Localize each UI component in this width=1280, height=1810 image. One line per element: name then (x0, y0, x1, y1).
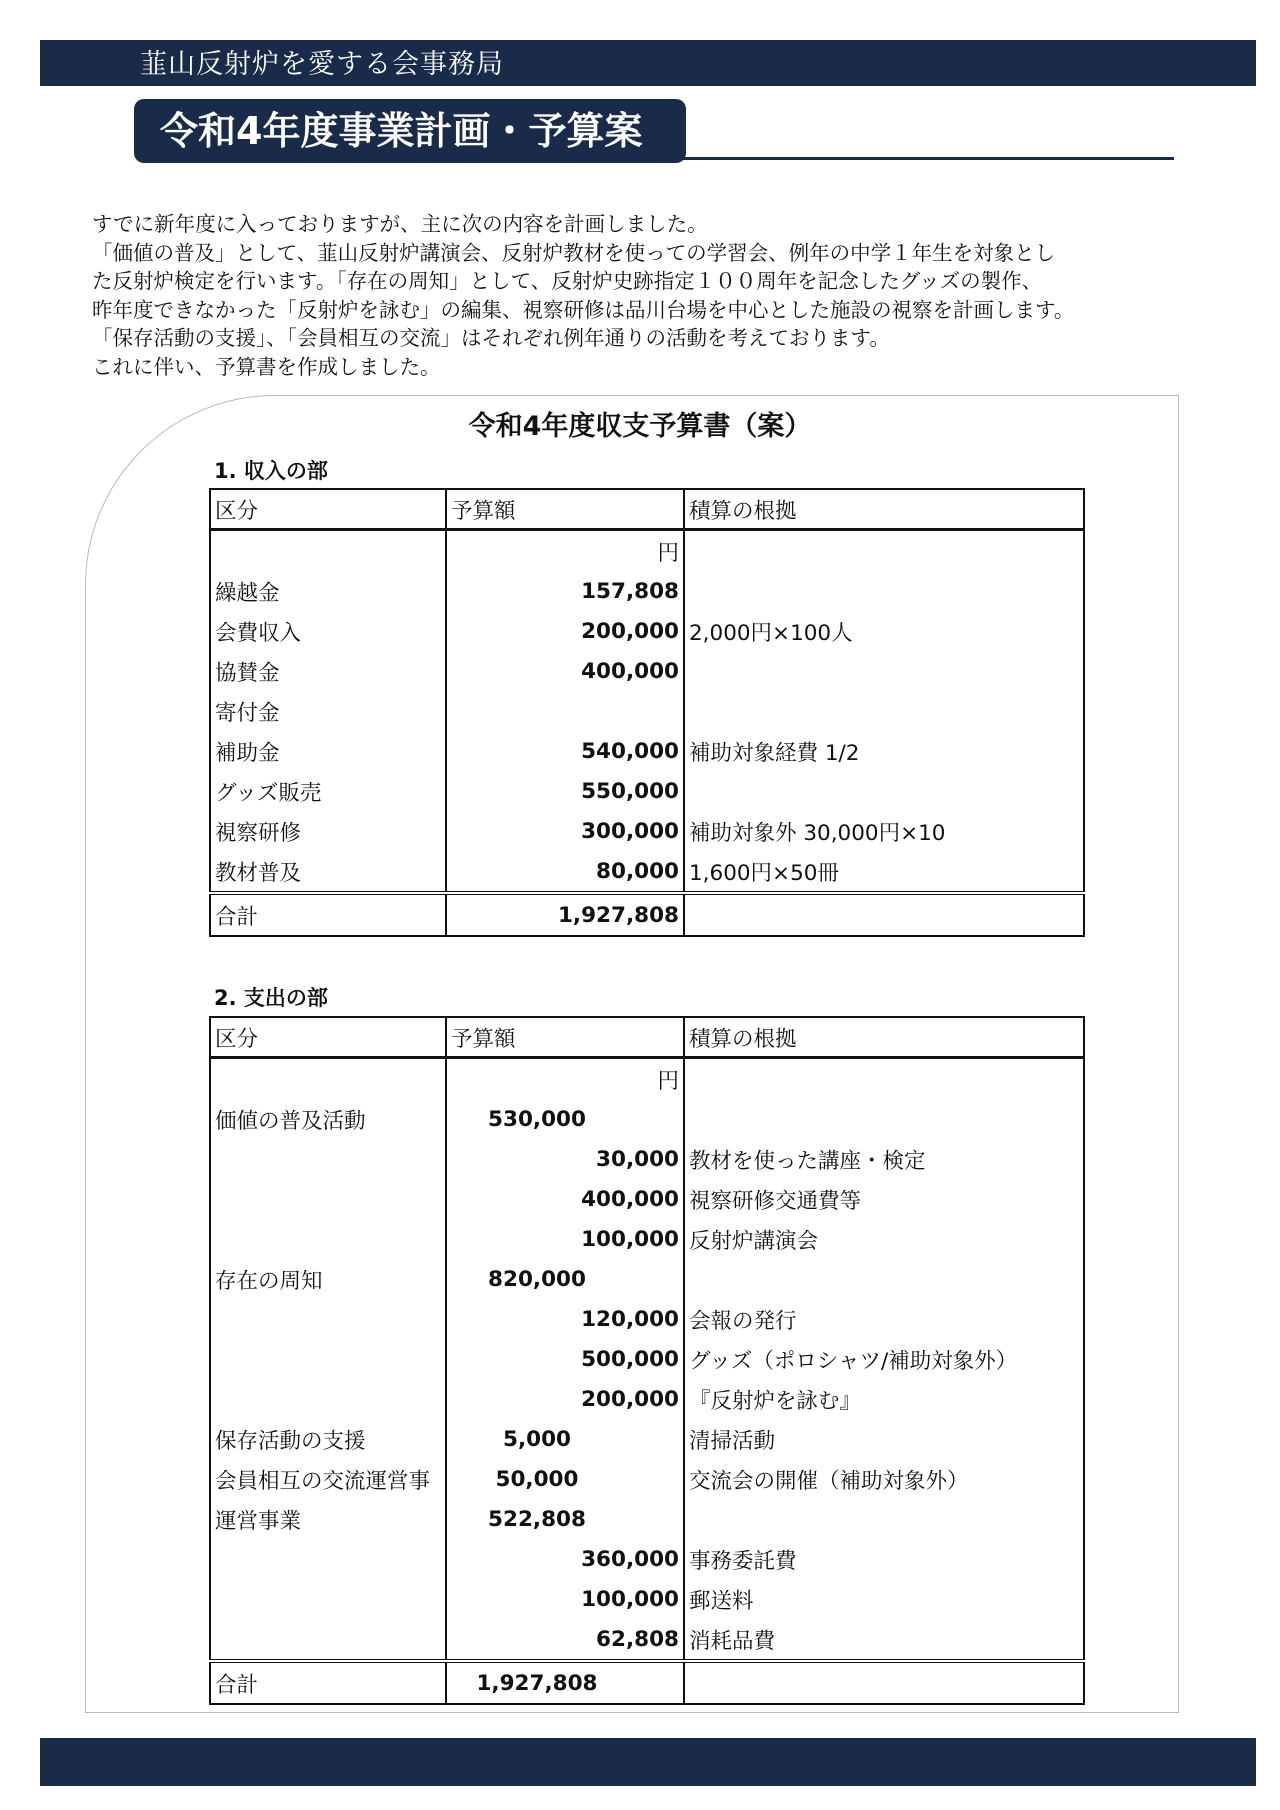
category-cell: 補助金 (210, 731, 446, 771)
table-row (210, 1459, 1084, 1499)
basis-cell: 反射炉講演会 (684, 1219, 1084, 1259)
basis-cell (684, 1499, 1084, 1539)
page-title: 令和4年度事業計画・予算案 (134, 99, 686, 163)
category-cell: グッズ販売 (210, 771, 446, 811)
subtotal-cell: 50,000 (446, 1459, 684, 1499)
amount-cell: 200,000 (446, 611, 684, 651)
column-header-category: 区分 (210, 1017, 446, 1058)
category-cell: 運営事業 (210, 1499, 446, 1539)
basis-cell (684, 691, 1084, 731)
table-row (210, 1619, 1084, 1661)
category-cell (210, 1579, 446, 1619)
category-cell: 教材普及 (210, 851, 446, 893)
table-row (210, 1139, 1084, 1179)
basis-cell: 会報の発行 (684, 1299, 1084, 1339)
amount-cell: 540,000 (446, 731, 684, 771)
amount-cell: 30,000 (446, 1139, 684, 1179)
category-cell: 寄付金 (210, 691, 446, 731)
amount-cell: 300,000 (446, 811, 684, 851)
basis-cell: 交流会の開催（補助対象外） (684, 1459, 1084, 1499)
category-cell (210, 1299, 446, 1339)
subtotal-cell: 530,000 (446, 1099, 684, 1139)
basis-cell (684, 1058, 1084, 1100)
expense-table (209, 1016, 1085, 1705)
table-row (210, 691, 1084, 731)
column-header-amount: 予算額 (446, 1017, 684, 1058)
basis-cell (684, 1259, 1084, 1299)
subtotal-cell: 820,000 (446, 1259, 684, 1299)
basis-cell (684, 1099, 1084, 1139)
expense-section-title: 2. 支出の部 (214, 986, 328, 1010)
column-header-basis: 積算の根拠 (684, 489, 1084, 530)
basis-cell: グッズ（ポロシャツ/補助対象外） (684, 1339, 1084, 1379)
title-underline (682, 157, 1174, 160)
amount-cell (446, 691, 684, 731)
table-row (210, 1259, 1084, 1299)
table-row (210, 1379, 1084, 1419)
basis-cell (684, 571, 1084, 611)
table-row (210, 1339, 1084, 1379)
table-row (210, 771, 1084, 811)
amount-cell: 100,000 (446, 1579, 684, 1619)
column-header-basis: 積算の根拠 (684, 1017, 1084, 1058)
amount-cell: 120,000 (446, 1299, 684, 1339)
budget-title: 令和4年度収支予算書（案） (468, 411, 812, 442)
category-cell (210, 1339, 446, 1379)
basis-cell: 『反射炉を詠む』 (684, 1379, 1084, 1419)
table-header-row (210, 489, 1084, 530)
category-cell (210, 1379, 446, 1419)
intro-line: 「保存活動の支援」、「会員相互の交流」はそれぞれ例年通りの活動を考えております。 (92, 326, 890, 350)
category-cell (210, 1179, 446, 1219)
income-section-title: 1. 収入の部 (214, 459, 328, 483)
table-row (210, 1579, 1084, 1619)
total-label: 合計 (210, 1661, 446, 1704)
basis-cell: 郵送料 (684, 1579, 1084, 1619)
table-row (210, 731, 1084, 771)
table-row (210, 1219, 1084, 1259)
category-cell: 協賛金 (210, 651, 446, 691)
table-row (210, 1099, 1084, 1139)
table-row (210, 651, 1084, 691)
total-label: 合計 (210, 893, 446, 936)
table-header-row (210, 1017, 1084, 1058)
table-row (210, 851, 1084, 893)
category-cell (210, 530, 446, 572)
category-cell (210, 1219, 446, 1259)
amount-cell: 80,000 (446, 851, 684, 893)
total-row (210, 1661, 1084, 1704)
subtotal-cell: 522,808 (446, 1499, 684, 1539)
intro-line: 昨年度できなかった「反射炉を詠む」の編集、視察研修は品川台場を中心とした施設の視察を計画します。 (92, 297, 1075, 322)
category-cell: 繰越金 (210, 571, 446, 611)
category-cell: 視察研修 (210, 811, 446, 851)
table-row (210, 1419, 1084, 1459)
unit-label: 円 (446, 530, 684, 572)
category-cell: 価値の普及活動 (210, 1099, 446, 1139)
amount-cell: 360,000 (446, 1539, 684, 1579)
table-row (210, 1539, 1084, 1579)
category-cell: 会費収入 (210, 611, 446, 651)
footer-band (40, 1738, 1256, 1786)
unit-label: 円 (446, 1058, 684, 1100)
subtotal-cell: 5,000 (446, 1419, 684, 1459)
category-cell: 会員相互の交流運営事 (210, 1459, 446, 1499)
intro-line: た反射炉検定を行います。「存在の周知」として、反射炉史跡指定１００周年を記念したグッズの製作、 (92, 269, 1043, 293)
total-row (210, 893, 1084, 936)
basis-cell: 事務委託費 (684, 1539, 1084, 1579)
category-cell (210, 1539, 446, 1579)
unit-row (210, 530, 1084, 572)
category-cell: 存在の周知 (210, 1259, 446, 1299)
basis-cell: 視察研修交通費等 (684, 1179, 1084, 1219)
basis-cell (684, 530, 1084, 572)
table-row (210, 1499, 1084, 1539)
organization-name: 韮山反射炉を愛する会事務局 (140, 49, 504, 80)
column-header-amount: 予算額 (446, 489, 684, 530)
basis-cell (684, 651, 1084, 691)
amount-cell: 62,808 (446, 1619, 684, 1661)
column-header-category: 区分 (210, 489, 446, 530)
table-row (210, 1179, 1084, 1219)
intro-paragraph (92, 210, 1222, 381)
table-row (210, 571, 1084, 611)
intro-line: 「価値の普及」として、韮山反射炉講演会、反射炉教材を使っての学習会、例年の中学１年生を対象とし (92, 240, 1056, 265)
income-table (209, 488, 1085, 937)
amount-cell: 200,000 (446, 1379, 684, 1419)
basis-cell: 補助対象外 30,000円×10 (684, 811, 1084, 851)
total-amount: 1,927,808 (446, 1661, 684, 1704)
basis-cell (684, 893, 1084, 936)
unit-row (210, 1058, 1084, 1100)
intro-line: すでに新年度に入っておりますが、主に次の内容を計画しました。 (92, 212, 708, 236)
category-cell (210, 1058, 446, 1100)
basis-cell (684, 771, 1084, 811)
amount-cell: 100,000 (446, 1219, 684, 1259)
basis-cell: 2,000円×100人 (684, 611, 1084, 651)
table-row (210, 1299, 1084, 1339)
intro-line: これに伴い、予算書を作成しました。 (92, 354, 441, 379)
amount-cell: 157,808 (446, 571, 684, 611)
basis-cell: 1,600円×50冊 (684, 851, 1084, 893)
table-row (210, 811, 1084, 851)
basis-cell: 補助対象経費 1/2 (684, 731, 1084, 771)
amount-cell: 400,000 (446, 1179, 684, 1219)
category-cell (210, 1619, 446, 1661)
basis-cell: 清掃活動 (684, 1419, 1084, 1459)
total-amount: 1,927,808 (446, 893, 684, 936)
amount-cell: 500,000 (446, 1339, 684, 1379)
category-cell (210, 1139, 446, 1179)
table-row (210, 611, 1084, 651)
basis-cell: 教材を使った講座・検定 (684, 1139, 1084, 1179)
basis-cell (684, 1661, 1084, 1704)
basis-cell: 消耗品費 (684, 1619, 1084, 1661)
category-cell: 保存活動の支援 (210, 1419, 446, 1459)
amount-cell: 550,000 (446, 771, 684, 811)
amount-cell: 400,000 (446, 651, 684, 691)
